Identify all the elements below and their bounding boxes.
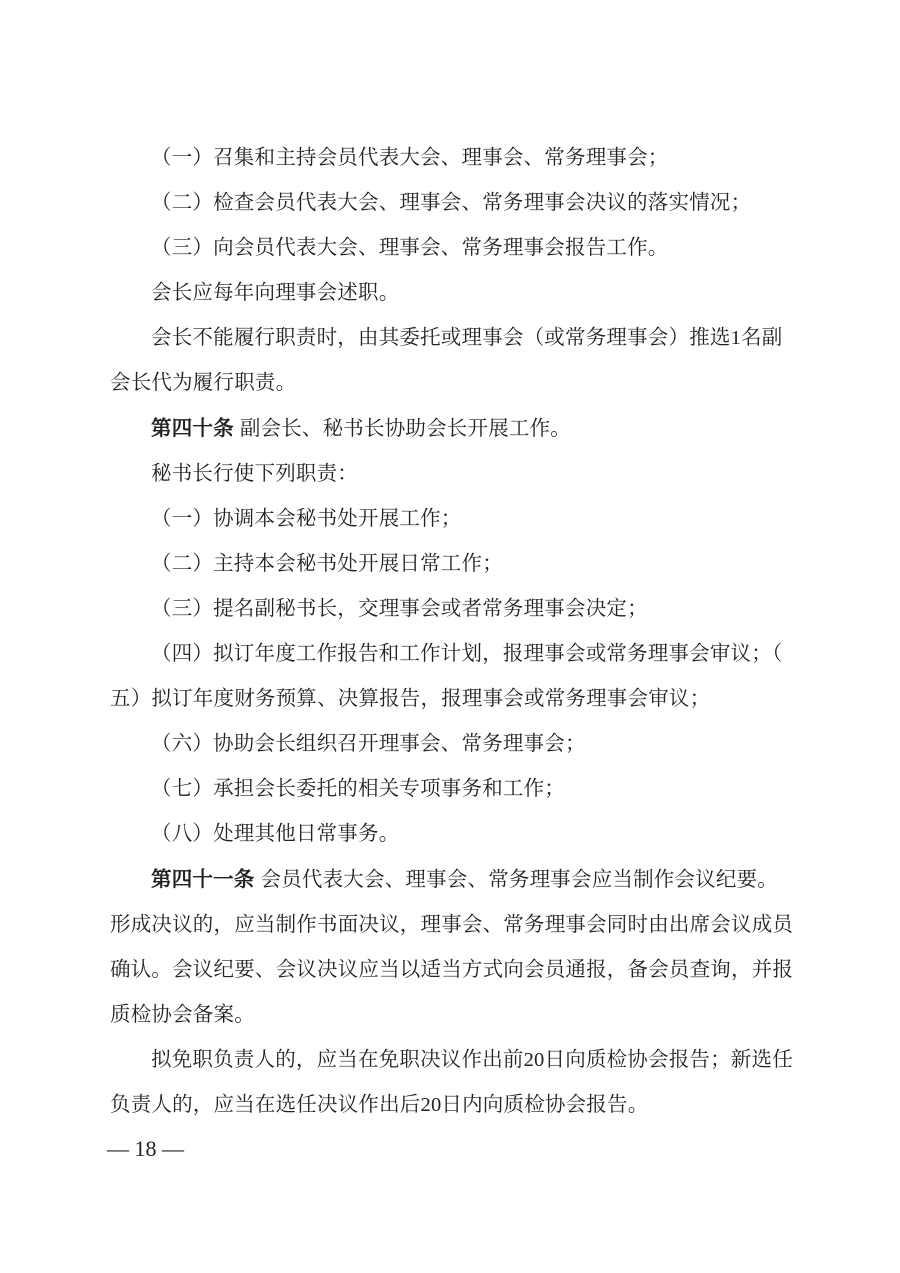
article-41-heading-line (110, 858, 826, 903)
page-number: — 18 — (107, 1136, 184, 1161)
text-line: 会长应每年向理事会述职。 (151, 282, 400, 305)
text-line: （八）处理其他日常事务。 (151, 823, 400, 846)
article-40-number: 第四十条 (151, 417, 234, 440)
text-line: 质检协会备案。 (110, 1003, 255, 1026)
text-line: 五）拟订年度财务预算、决算报告，报理事会或常务理事会审议； (110, 688, 711, 711)
text-line: 秘书长行使下列职责： (151, 462, 358, 485)
text-line: （一）协调本会秘书处开展工作； (151, 507, 462, 530)
text-line: 会长不能履行职责时，由其委托或理事会（或常务理事会）推选1名副 (151, 327, 783, 350)
text-line: 确认。会议纪要、会议决议应当以适当方式向会员通报，备会员查询，并报 (110, 958, 794, 981)
text-line: （一）召集和主持会员代表大会、理事会、常务理事会； (151, 147, 669, 169)
text-line: 会长代为履行职责。 (110, 372, 297, 395)
text-line: （三）向会员代表大会、理事会、常务理事会报告工作。 (151, 237, 669, 260)
article-40-text: 副会长、秘书长协助会长开展工作。 (239, 417, 572, 440)
text-line: 形成决议的，应当制作书面决议，理事会、常务理事会同时由出席会议成员 (110, 913, 794, 936)
text-line: （六）协助会长组织召开理事会、常务理事会； (151, 733, 586, 756)
article-41-text: 会员代表大会、理事会、常务理事会应当制作会议纪要。 (260, 868, 778, 891)
article-40-heading-line (110, 407, 826, 452)
text-line: （四）拟订年度工作报告和工作计划，报理事会或常务理事会审议；（ (151, 643, 783, 666)
text-line: （三）提名副秘书长，交理事会或者常务理事会决定； (151, 597, 648, 620)
text-line: （七）承担会长委托的相关专项事务和工作； (151, 778, 565, 801)
text-line: （二）检查会员代表大会、理事会、常务理事会决议的落实情况； (151, 192, 752, 215)
text-line: 拟免职负责人的，应当在免职决议作出前20日向质检协会报告；新选任 (151, 1048, 793, 1071)
text-line: 负责人的，应当在选任决议作出后20日内向质检协会报告。 (110, 1093, 649, 1116)
article-41-number: 第四十一条 (151, 868, 255, 891)
document-body (110, 136, 826, 1128)
text-line: （二）主持本会秘书处开展日常工作； (151, 552, 503, 575)
